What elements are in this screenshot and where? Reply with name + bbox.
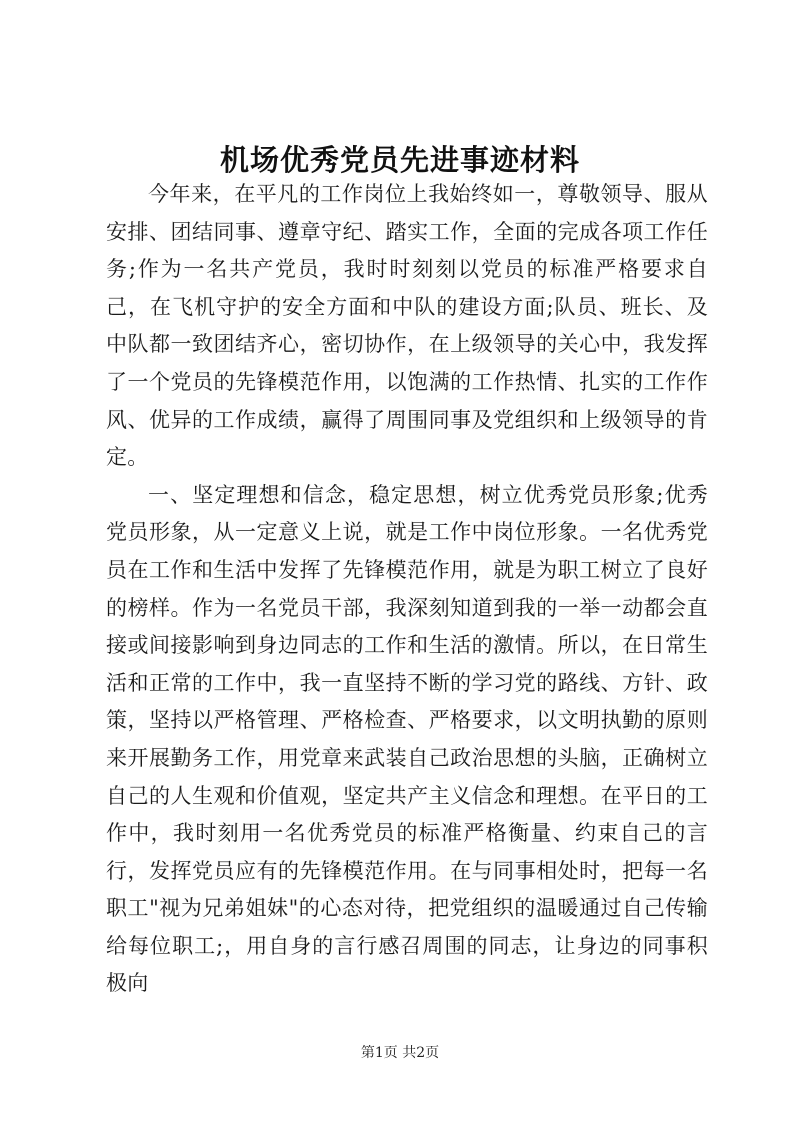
paragraph-intro: 今年来，在平凡的工作岗位上我始终如一，尊敬领导、服从安排、团结同事、遵章守纪、踏实工作，全面的完成各项工作任务;作为一名共产党员，我时时刻刻以党员的标准严格要求自己，在飞机守护的安全方面和中队的建设方面;队员、班长、及中队都一致团结齐心，密切协作，在上级领导的关心中，我发挥了一个党员的先锋模范作用，以饱满的工作热情、扎实的工作作风、优异的工作成绩，赢得了周围同事及党组织和上级领导的肯定。	[106, 182, 708, 470]
document-title: 机场优秀党员先进事迹材料	[219, 143, 580, 177]
document-body	[106, 176, 708, 1003]
page-footer: 第1页 共2页	[360, 1045, 440, 1061]
paragraph-section-one: 一、坚定理想和信念，稳定思想，树立优秀党员形象;优秀党员形象，从一定意义上说，就是工作中岗位形象。一名优秀党员在工作和生活中发挥了先锋模范作用，就是为职工树立了良好的榜样。作为一名党员干部，我深刻知道到我的一举一动都会直接或间接影响到身边同志的工作和生活的激情。所以，在日常生活和正常的工作中，我一直坚持不断的学习党的路线、方针、政策，坚持以严格管理、严格检查、严格要求，以文明执勤的原则来开展勤务工作，用党章来武装自己政治思想的头脑，正确树立自己的人生观和价值观，坚定共产主义信念和理想。在平日的工作中，我时刻用一名优秀党员的标准严格衡量、约束自己的言行，发挥党员应有的先锋模范作用。在与同事相处时，把每一名职工"视为兄弟姐妹"的心态对待，把党组织的温暖通过自己传输给每位职工;，用自身的言行感召周围的同志，让身边的同事积极向	[106, 482, 708, 996]
